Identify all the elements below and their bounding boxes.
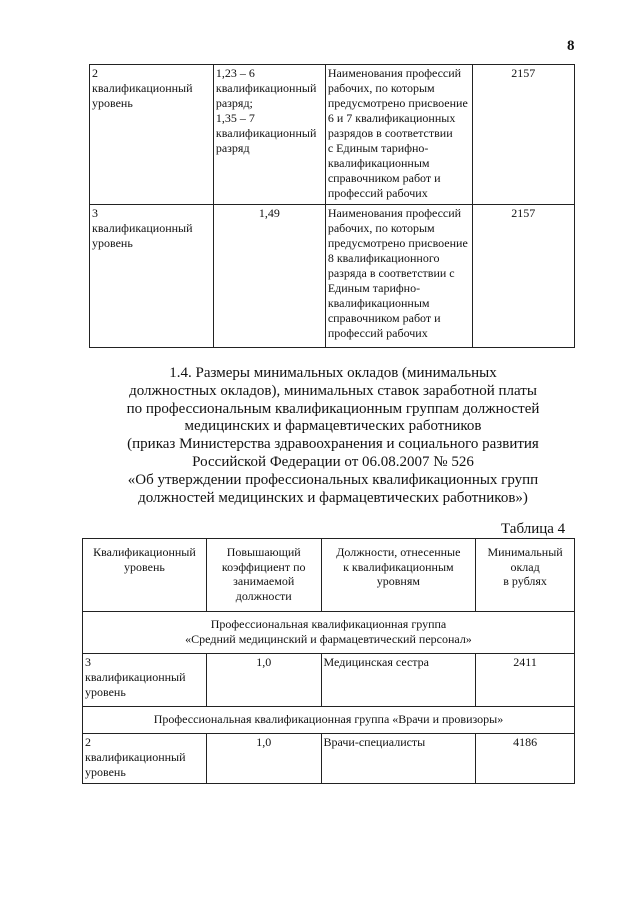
coefficient-cell: 1,49 [213, 205, 325, 348]
positions-cell: Врачи-специалисты [321, 734, 476, 784]
header-row [83, 539, 575, 612]
table-label: Таблица 4 [501, 521, 566, 537]
heading-line: 1.4. Размеры минимальных окладов (минимальных [169, 365, 497, 381]
heading-line: Российской Федерации от 06.08.2007 № 526 [192, 453, 474, 470]
column-header-salary: Минимальный оклад в рублях [476, 539, 575, 612]
heading-line: по профессиональным квалификационным группам должностей [126, 400, 540, 417]
heading-line: медицинских и фармацевтических работников [184, 418, 482, 435]
positions-cell: Медицинская сестра [321, 654, 476, 707]
qualification-table-workers [89, 64, 575, 348]
group-title-nursing: Профессиональная квалификационная группа «Средний медицинский и фармацевтический персонал» [83, 612, 575, 654]
group-title-doctors: Профессиональная квалификационная группа «Врачи и провизоры» [83, 707, 575, 734]
coefficient-cell: 1,0 [206, 734, 321, 784]
heading-line: «Об утверждении профессиональных квалификационных групп [127, 471, 539, 488]
section-heading [90, 365, 576, 507]
page-number: 8 [567, 38, 575, 54]
heading-line: должностных окладов), минимальных ставок заработной платы [129, 382, 537, 399]
level-cell: 2 квалификационный уровень [83, 734, 207, 784]
table-row [90, 205, 575, 348]
salary-table-4 [82, 538, 575, 784]
coefficient-cell: 1,0 [206, 654, 321, 707]
level-cell: 3 квалификационный уровень [83, 654, 207, 707]
salary-cell: 4186 [476, 734, 575, 784]
heading-line: должностей медицинских и фармацевтических работников») [138, 489, 528, 506]
heading-line: (приказ Министерства здравоохранения и социального развития [127, 436, 539, 453]
level-cell: 3 квалификационный уровень [90, 205, 214, 348]
salary-cell: 2157 [472, 205, 574, 348]
group-row [83, 707, 575, 734]
table-row [83, 734, 575, 784]
salary-cell: 2157 [472, 65, 574, 205]
table-row [90, 65, 575, 205]
positions-cell: Наименования профессий рабочих, по которым предусмотрено присвоение 6 и 7 квалификационных разрядов в соответствии с Единым тарифно- квалификационным справочником работ и профессий рабочих [325, 65, 472, 205]
column-header-level: Квалификационный уровень [83, 539, 207, 612]
group-row [83, 612, 575, 654]
positions-cell: Наименования профессий рабочих, по которым предусмотрено присвоение 8 квалификационного разряда в соответствии с Единым тарифно- квалификационным справочником работ и профессий рабочих [325, 205, 472, 348]
level-cell: 2 квалификационный уровень [90, 65, 214, 205]
salary-cell: 2411 [476, 654, 575, 707]
coefficient-cell: 1,23 – 6 квалификационный разряд; 1,35 – 7 квалификационный разряд [213, 65, 325, 205]
column-header-positions: Должности, отнесенные к квалификационным уровням [321, 539, 476, 612]
table-row [83, 654, 575, 707]
column-header-coefficient: Повышающий коэффициент по занимаемой должности [206, 539, 321, 612]
